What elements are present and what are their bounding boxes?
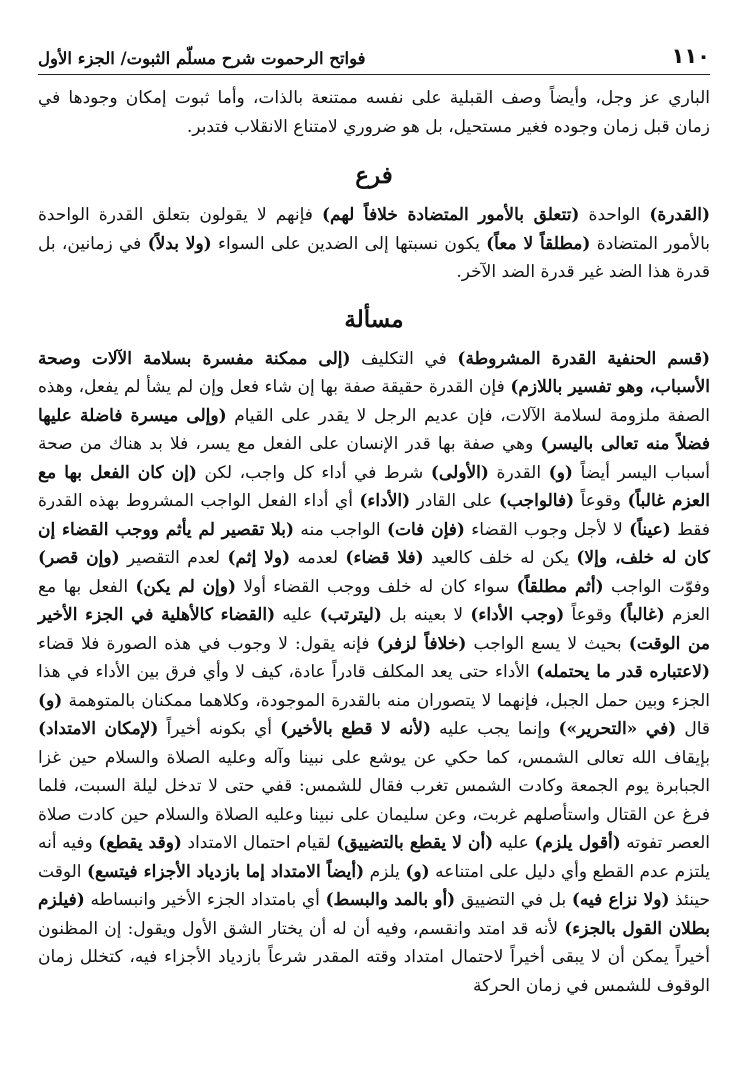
running-title: فواتح الرحموت شرح مسلّم الثبوت/ الجزء الأول xyxy=(38,49,366,68)
page-header xyxy=(38,34,710,75)
page-body xyxy=(38,84,710,1000)
paragraph-continuation: الباري عز وجل، وأيضاً وصف القبلية على نفسه ممتنعة بالذات، وأما ثبوت إمكان وجودها في زمان قبل زمان وجوده فغير مستحيل، بل هو ضروري لامتناع الانقلاب فتدبر. xyxy=(38,88,710,137)
section-heading-far: فرع xyxy=(355,162,393,189)
page-number: ١١٠ xyxy=(671,44,710,68)
paragraph-masala: (قسم الحنفية القدرة المشروطة) في التكليف (إلى ممكنة مفسرة بسلامة الآلات وصحة الأسباب، وهو تفسير باللازم) فإن القدرة حقيقة صفة بها إن شاء فعل وإن لم يشأ لم يفعل، وهذه الصفة ملزومة لسلامة الآلات، فإن عديم الرجل لا يقدر على القيام (وإلى ميسرة فاضلة عليها فضلاً منه تعالى باليسر) وهي صفة بها قدر الإنسان على الفعل مع يسر، فلا بد هناك من صحة أسباب اليسر أيضاً (و) القدرة (الأولى) شرط في أداء كل واجب، لكن (إن كان الفعل بها مع العزم غالباً) وقوعاً (فالواجب) على القادر (الأداء) أي أداء الفعل الواجب المشروط بهذه القدرة فقط (عيناً) لا لأجل وجوب القضاء (فإن فات) الواجب منه (بلا تقصير لم يأثم ووجب القضاء إن كان له خلف، وإلا) يكن له خلف كالعيد (فلا قضاء) لعدمه (ولا إثم) لعدم التقصير (وإن قصر) وفوّت الواجب (أثم مطلقاً) سواء كان له خلف ووجب القضاء أولا (وإن لم يكن) الفعل بها مع العزم (غالباً) وقوعاً (وجب الأداء) لا بعينه بل (ليترتب) عليه (القضاء كالأهلية في الجزء الأخير من الوقت) بحيث لا يسع الواجب (خلافاً لزفر) فإنه يقول: لا وجوب في هذه الصورة فلا قضاء (لاعتباره قدر ما يحتمله) الأداء حتى يعد المكلف قادراً عادة، كيف لا وأي فرق بين الأداء في هذا الجزء وبين حمل الجبل، فإنهما لا يتصوران منه بالقدرة الموجودة، وكلاهما ممكنان بالمتوهمة (و) قال (في «التحرير») وإنما يجب عليه (لأنه لا قطع بالأخير) أي بكونه أخيراً (لإمكان الامتداد) بإيقاف الله تعالى الشمس، كما حكي عن يوشع على نبينا وآله وعليه الصلاة والسلام حين غزا الجبابرة يوم الجمعة وكادت الشمس تغرب فقال للشمس: قفي حتى لا تدخل ليلة السبت، فلما فرغ عن القتال واستأصلهم غربت، وعن سليمان على نبينا وعليه الصلاة والسلام حين كادت صلاة العصر تفوته (أقول يلزم) عليه (أن لا يقطع بالتضييق) لقيام احتمال الامتداد (وقد يقطع) وفيه أنه يلتزم عدم القطع وأي دليل على امتناعه (و) يلزم (أيضاً الامتداد إما بازدياد الأجزاء فيتسع) الوقت حينئذ (ولا نزاع فيه) بل في التضييق (أو بالمد والبسط) أي بامتداد الجزء الأخير وانبساطه (فيلزم بطلان القول بالجزء) لأنه قد امتد وانقسم، وفيه أن له أن يختار الشق الأول ويقول: إن المظنون أخيراً يمكن أن لا يبقى أخيراً لاحتمال امتداد وقته المقدر شرعاً بازدياد الأجزاء فيه، كتخلل زمان الوقوف للشمس في زمان الحركة xyxy=(38,348,711,996)
paragraph-qudra: (القدرة) الواحدة (تتعلق بالأمور المتضادة خلافاً لهم) فإنهم لا يقولون بتعلق القدرة الواحدة بالأمور المتضادة (مطلقاً لا معاً) يكون نسبتها إلى الضدين على السواء (ولا بدلاً) في زمانين، بل قدرة هذا الضد غير قدرة الضد الآخر. xyxy=(38,205,710,282)
section-heading-masala: مسألة xyxy=(344,305,404,333)
